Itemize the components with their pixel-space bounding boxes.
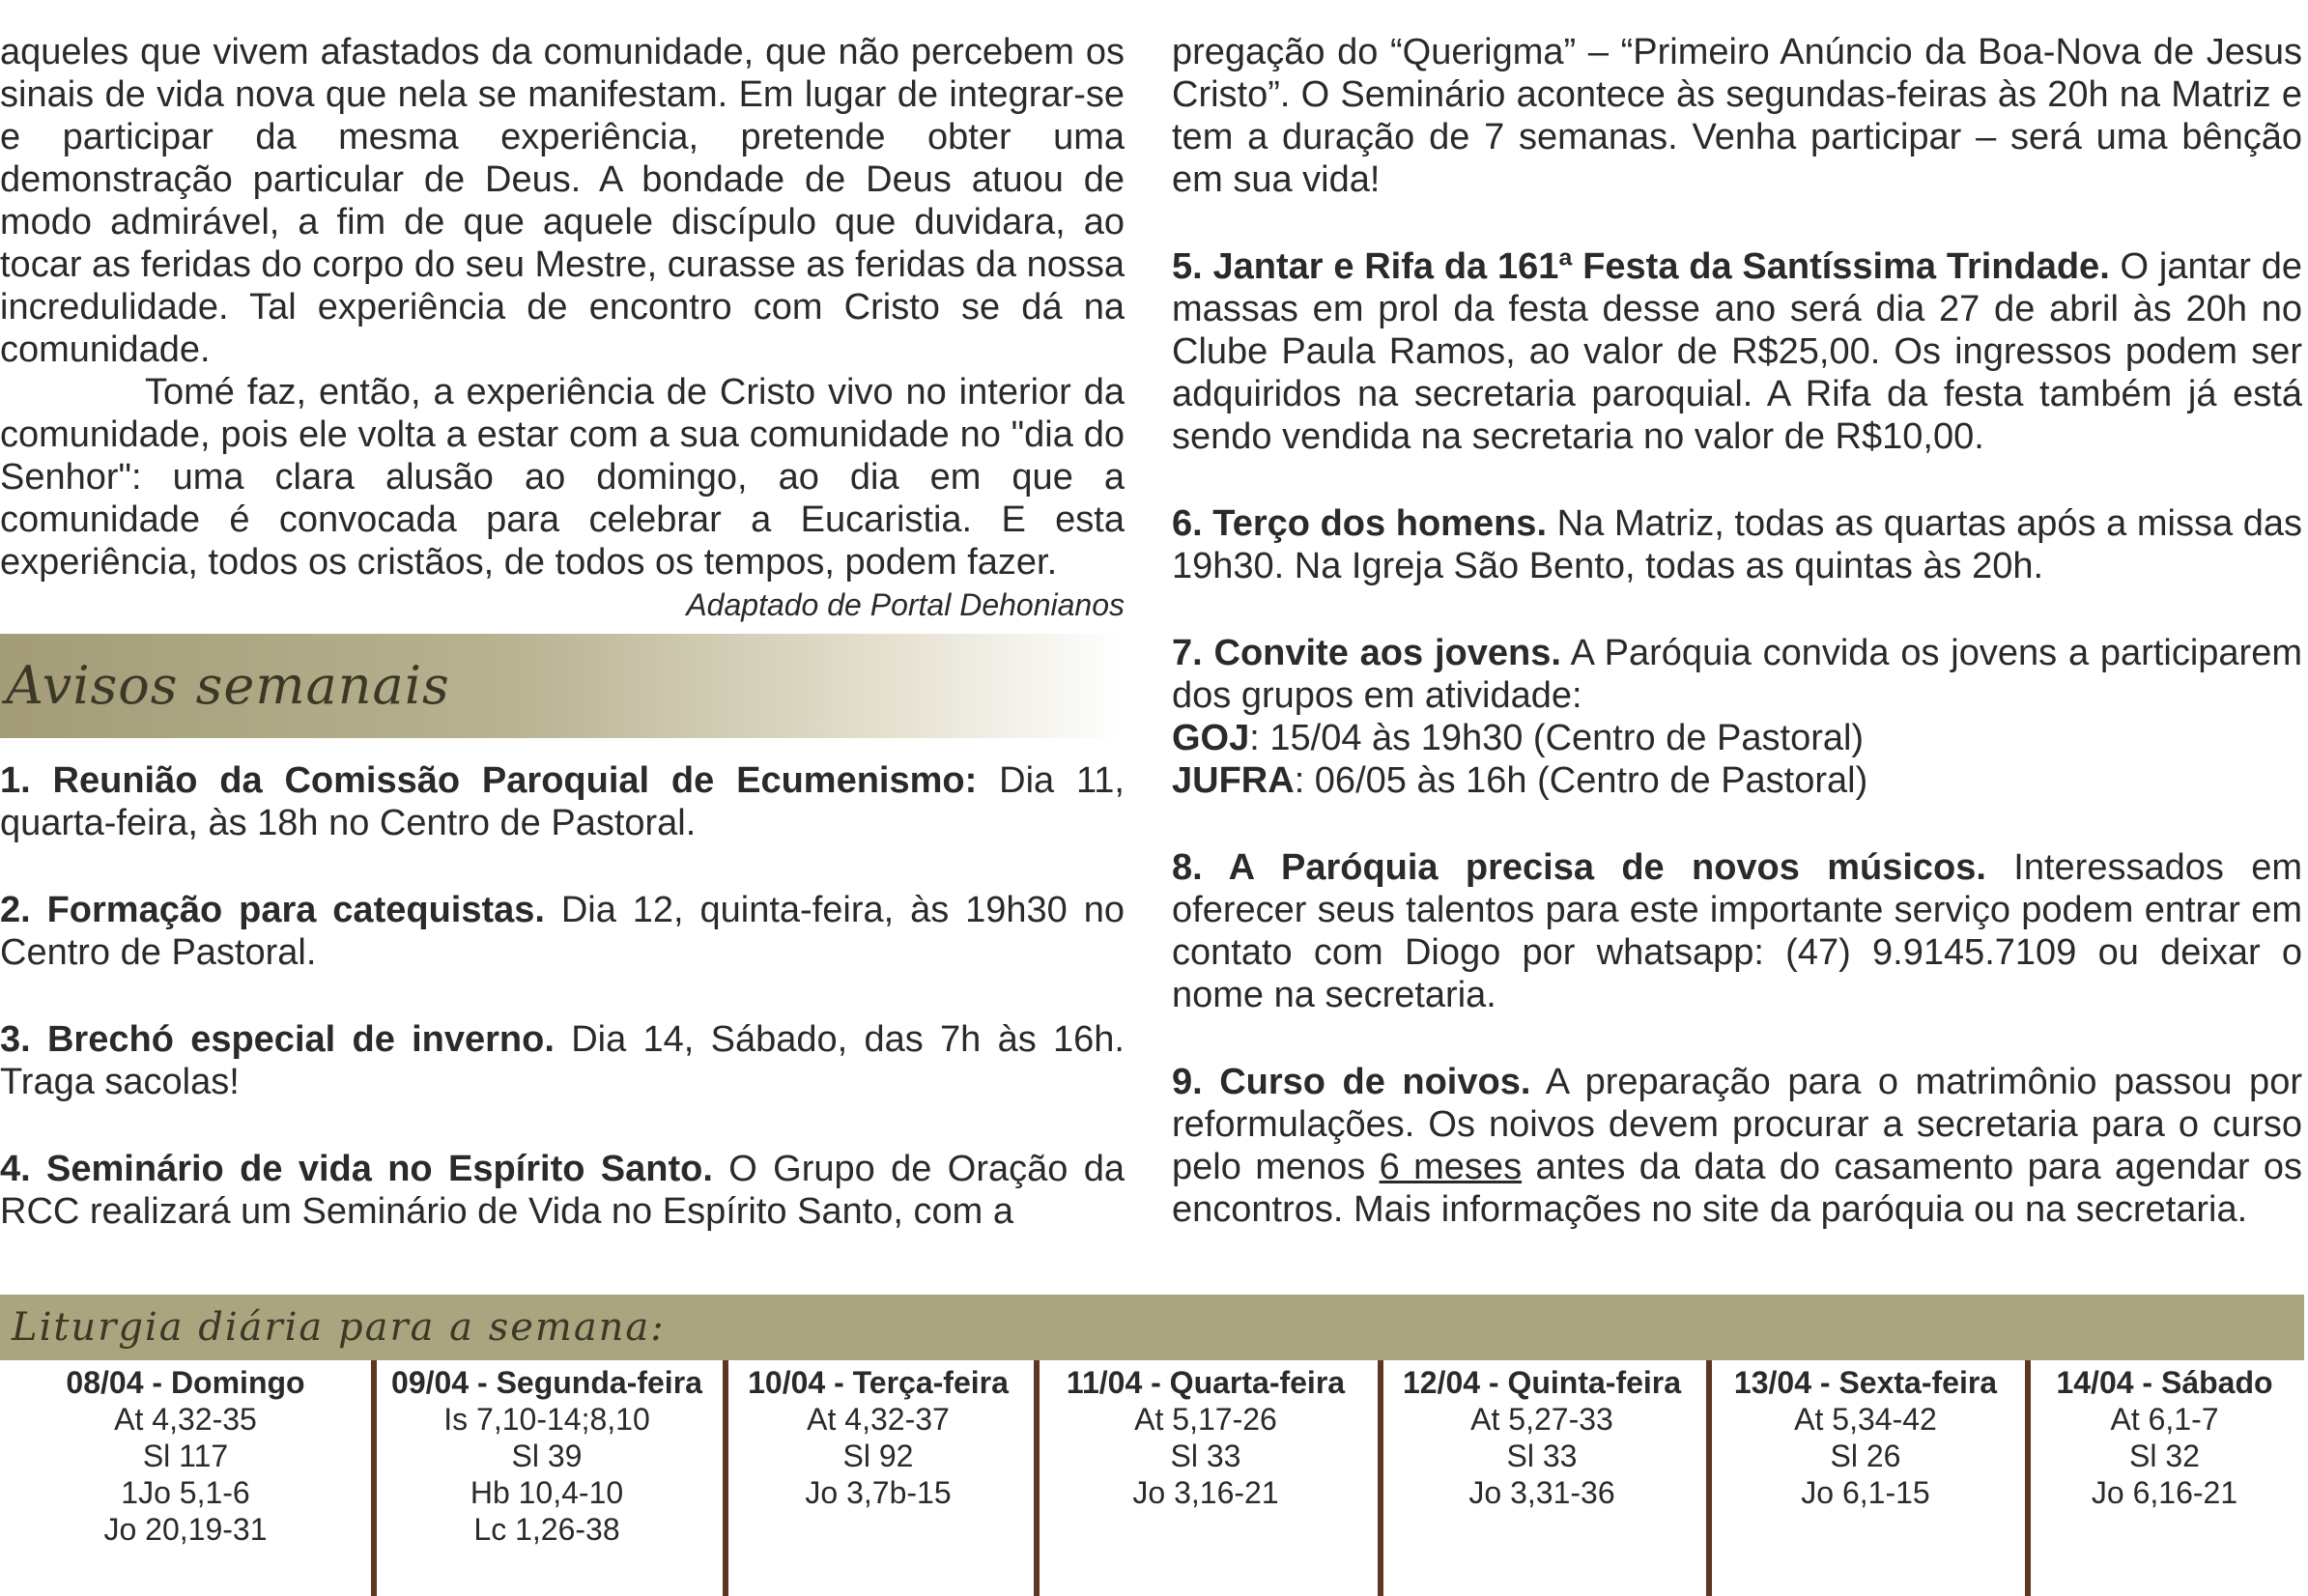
notice-body: A Paróquia convida os jovens a participarem dos grupos em atividade: (1172, 633, 2302, 716)
notice-title: 5. Jantar e Rifa da 161ª Festa da Santíssima Trindade. (1172, 246, 2110, 287)
notice-item (1172, 502, 2302, 587)
liturgy-day (0, 1360, 371, 1596)
liturgy-header-band (0, 1295, 2304, 1360)
reading: 1Jo 5,1-6 (121, 1475, 250, 1510)
group-info: : 06/05 às 16h (Centro de Pastoral) (1294, 760, 1868, 801)
reading: At 4,32-37 (807, 1402, 950, 1437)
reading: At 5,34-42 (1794, 1402, 1937, 1437)
liturgy-day (2025, 1360, 2304, 1596)
notice-title: 1. Reunião da Comissão Paroquial de Ecumenismo: (0, 760, 978, 801)
reading: Jo 20,19-31 (103, 1512, 268, 1547)
day-heading: 13/04 - Sexta-feira (1733, 1365, 1998, 1400)
day-heading: 12/04 - Quinta-feira (1402, 1365, 1682, 1400)
reading: At 6,1-7 (2110, 1402, 2219, 1437)
liturgy-day (1034, 1360, 1378, 1596)
reading: Is 7,10-14;8,10 (443, 1402, 650, 1437)
reading: Lc 1,26-38 (473, 1512, 620, 1547)
liturgy-day (723, 1360, 1034, 1596)
notice-title: 3. Brechó especial de inverno. (0, 1019, 555, 1060)
notice-item (0, 759, 1125, 844)
notice-body: Dia 12, quinta-feira, às 19h30 no Centro de Pastoral. (0, 890, 1125, 973)
column-divider (2025, 1360, 2031, 1596)
reading: Sl 39 (511, 1439, 583, 1473)
liturgy-days (0, 1360, 2304, 1596)
reading: Sl 32 (2129, 1439, 2200, 1473)
reading: Jo 3,16-21 (1132, 1475, 1279, 1510)
notice-body: Dia 11, quarta-feira, às 18h no Centro de Pastoral. (0, 760, 1125, 843)
youth-group (1172, 759, 2302, 802)
notice-item (1172, 1061, 2302, 1231)
avisos-title: Avisos semanais (6, 655, 450, 716)
group-name: JUFRA (1172, 760, 1295, 801)
day-heading: 08/04 - Domingo (66, 1365, 305, 1400)
liturgy-day (371, 1360, 723, 1596)
reading: Sl 33 (1506, 1439, 1578, 1473)
group-name: GOJ (1172, 718, 1250, 758)
column-divider (1034, 1360, 1040, 1596)
notice-title: 4. Seminário de vida no Espírito Santo. (0, 1149, 713, 1189)
liturgy-title: Liturgia diária para a semana: (12, 1305, 666, 1350)
notice-body: O jantar de massas em prol da festa desse ano será dia 27 de abril às 20h no Clube Paula Ramos, ao valor de R$25,00. Os ingressos podem ser adquiridos na secretaria paroquial. A Rifa da festa também já está sendo vendida na secretaria no valor de R$10,00. (1172, 246, 2302, 457)
avisos-header-band (0, 634, 1125, 738)
notice-body: O Grupo de Oração da RCC realizará um Seminário de Vida no Espírito Santo, com a (0, 1149, 1125, 1232)
reading: Sl 92 (842, 1439, 914, 1473)
reading: At 4,32-35 (114, 1402, 257, 1437)
notice-body: A preparação para o matrimônio passou por reformulações. Os noivos devem procurar a secretaria para o curso pelo menos (1172, 1062, 2302, 1187)
reading: Jo 3,31-36 (1468, 1475, 1615, 1510)
left-column (0, 31, 1125, 1233)
notice-continuation (1172, 31, 2302, 201)
notice-title: 8. A Paróquia precisa de novos músicos. (1172, 847, 1986, 888)
column-divider (371, 1360, 377, 1596)
reading: At 5,17-26 (1134, 1402, 1277, 1437)
day-heading: 09/04 - Segunda-feira (391, 1365, 702, 1400)
notice-item (1172, 632, 2302, 802)
group-info: : 15/04 às 19h30 (Centro de Pastoral) (1249, 718, 1865, 758)
notice-item (1172, 245, 2302, 458)
notice-item (0, 1018, 1125, 1103)
notice-item (0, 889, 1125, 974)
notice-title: 2. Formação para catequistas. (0, 890, 545, 930)
liturgy-day (1378, 1360, 1706, 1596)
article-paragraph: Tomé faz, então, a experiência de Cristo vivo no interior da comunidade, pois ele volta a estar com a sua comunidade no "dia do Senhor": uma clara alusão ao domingo, ao dia em que a comunidade é convocada para celebrar a Eucaristia. E esta experiência, todos os cristãos, de todos os tempos, podem fazer. (0, 372, 1125, 583)
notice-body: Dia 14, Sábado, das 7h às 16h. Traga sacolas! (0, 1019, 1125, 1102)
reading: Jo 6,16-21 (2091, 1475, 2238, 1510)
article-credit: Adaptado de Portal Dehonianos (686, 587, 1125, 622)
day-heading: 11/04 - Quarta-feira (1066, 1365, 1346, 1400)
notice-item (1172, 846, 2302, 1016)
column-divider (723, 1360, 728, 1596)
reading: Jo 3,7b-15 (805, 1475, 952, 1510)
notice-body: Na Matriz, todas as quartas após a missa das 19h30. Na Igreja São Bento, todas as quintas às 20h. (1172, 503, 2302, 586)
reading: At 5,27-33 (1470, 1402, 1613, 1437)
column-divider (1706, 1360, 1712, 1596)
reading: Hb 10,4-10 (470, 1475, 624, 1510)
reading: Sl 117 (142, 1439, 229, 1473)
notice-body: pregação do “Querigma” – “Primeiro Anúncio da Boa-Nova de Jesus Cristo”. O Seminário acontece às segundas-feiras às 20h na Matriz e tem a duração de 7 semanas. Venha participar – será uma bênção em sua vida! (1172, 32, 2302, 200)
notice-item (0, 1148, 1125, 1233)
reading: Sl 26 (1830, 1439, 1901, 1473)
article-paragraph: aqueles que vivem afastados da comunidade, que não percebem os sinais de vida nova que nela se manifestam. Em lugar de integrar-se e participar da mesma experiência, pretende obter uma demonstração particular de Deus. A bondade de Deus atuou de modo admirável, a fim de que aquele discípulo que duvidara, ao tocar as feridas do corpo do seu Mestre, curasse as feridas da nossa incredulidade. Tal experiência de encontro com Cristo se dá na comunidade. (0, 32, 1125, 370)
right-column (1172, 31, 2302, 1231)
notice-title: 7. Convite aos jovens. (1172, 633, 1561, 673)
day-heading: 10/04 - Terça-feira (748, 1365, 1009, 1400)
reading: Jo 6,1-15 (1801, 1475, 1930, 1510)
day-heading: 14/04 - Sábado (2056, 1365, 2273, 1400)
reading: Sl 33 (1170, 1439, 1241, 1473)
underlined-text: 6 meses (1379, 1147, 1523, 1187)
column-divider (1378, 1360, 1383, 1596)
notice-body: antes da data do casamento para agendar os encontros. Mais informações no site da paróquia ou na secretaria. (1172, 1147, 2302, 1230)
notice-body: Interessados em oferecer seus talentos para este importante serviço podem entrar em contato com Diogo por whatsapp: (47) 9.9145.7109 ou deixar o nome na secretaria. (1172, 847, 2302, 1015)
youth-group (1172, 717, 2302, 759)
liturgy-day (1706, 1360, 2025, 1596)
notice-title: 9. Curso de noivos. (1172, 1062, 1531, 1102)
notice-title: 6. Terço dos homens. (1172, 503, 1548, 544)
